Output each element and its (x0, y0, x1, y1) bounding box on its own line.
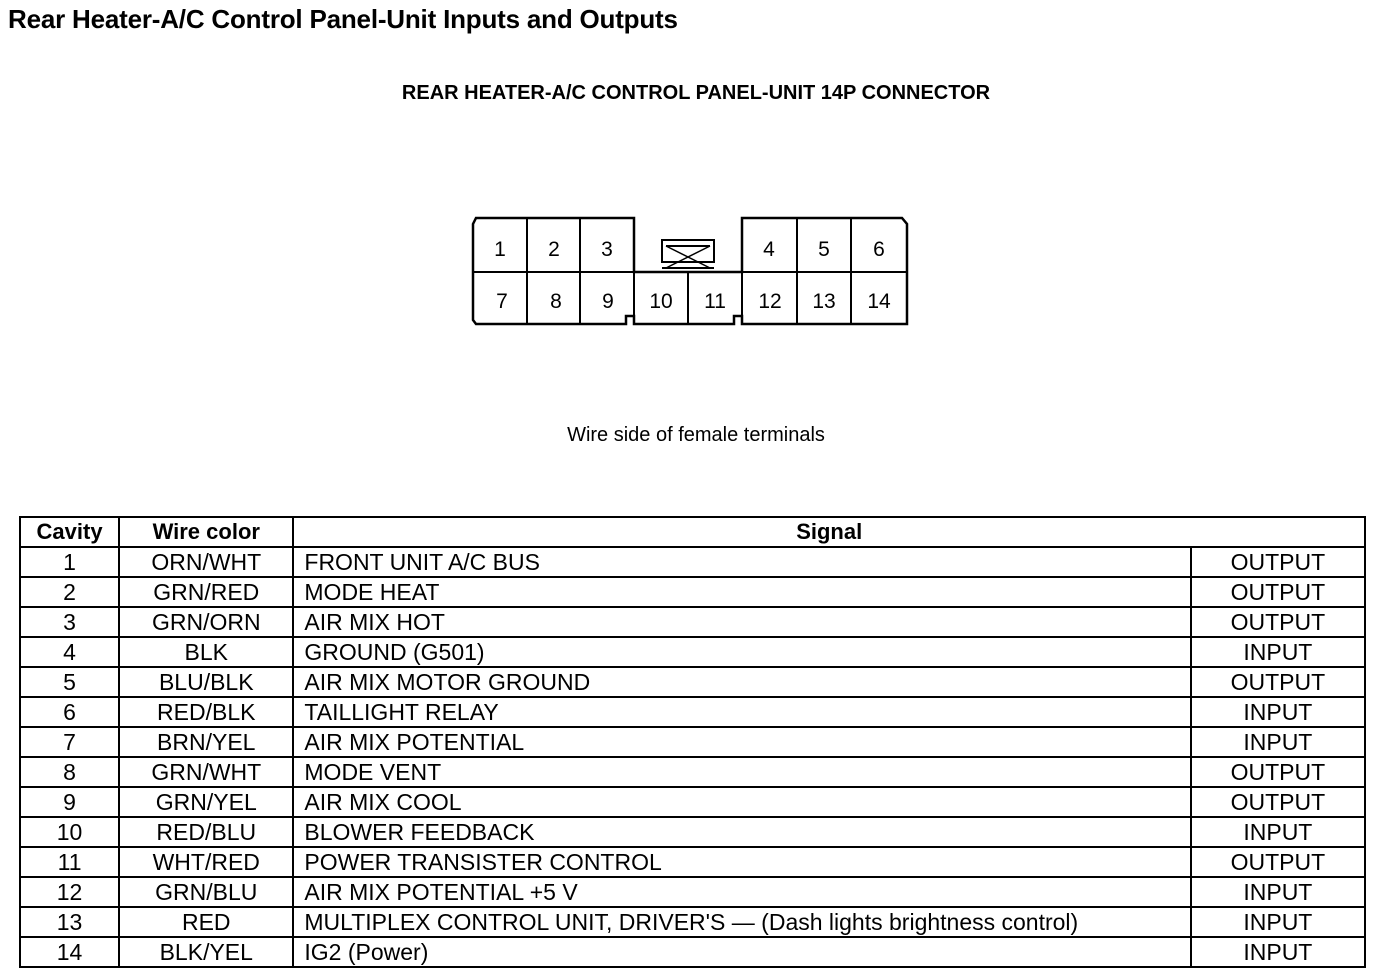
table-row (20, 847, 1365, 877)
direction-cell: OUTPUT (1191, 547, 1365, 577)
table-row (20, 757, 1365, 787)
cavity-cell: 10 (20, 817, 119, 847)
connector-title: REAR HEATER-A/C CONTROL PANEL-UNIT 14P CONNECTOR (401, 82, 991, 104)
direction-cell: INPUT (1191, 907, 1365, 937)
signal-cell: AIR MIX MOTOR GROUND (293, 667, 1190, 697)
direction-cell: OUTPUT (1191, 607, 1365, 637)
wire-color-cell: BLU/BLK (119, 667, 293, 697)
pin-12: 12 (758, 290, 782, 313)
wire-color-cell: RED/BLK (119, 697, 293, 727)
pin-1: 1 (494, 238, 506, 261)
pin-5: 5 (818, 238, 830, 261)
cavity-cell: 5 (20, 667, 119, 697)
table-header-row (20, 517, 1365, 547)
cavity-cell: 3 (20, 607, 119, 637)
table-row (20, 877, 1365, 907)
table-row (20, 937, 1365, 967)
signal-cell: POWER TRANSISTER CONTROL (293, 847, 1190, 877)
signal-cell: AIR MIX COOL (293, 787, 1190, 817)
table-row (20, 787, 1365, 817)
table-row (20, 667, 1365, 697)
pin-11: 11 (704, 290, 726, 313)
wire-color-cell: GRN/YEL (119, 787, 293, 817)
pin-10: 10 (649, 290, 673, 313)
pin-4: 4 (763, 238, 775, 261)
direction-cell: INPUT (1191, 817, 1365, 847)
direction-cell: INPUT (1191, 697, 1365, 727)
cavity-cell: 7 (20, 727, 119, 757)
header-wire-color: Wire color (119, 517, 293, 547)
io-table (19, 516, 1366, 968)
pin-3: 3 (601, 238, 613, 261)
wire-color-cell: BRN/YEL (119, 727, 293, 757)
wire-color-cell: RED/BLU (119, 817, 293, 847)
cavity-cell: 12 (20, 877, 119, 907)
wire-color-cell: GRN/WHT (119, 757, 293, 787)
lock-tab (662, 240, 714, 262)
wire-color-cell: GRN/BLU (119, 877, 293, 907)
table-row (20, 727, 1365, 757)
table-row (20, 817, 1365, 847)
signal-cell: BLOWER FEEDBACK (293, 817, 1190, 847)
cavity-cell: 14 (20, 937, 119, 967)
direction-cell: OUTPUT (1191, 667, 1365, 697)
wire-color-cell: GRN/ORN (119, 607, 293, 637)
cavity-cell: 11 (20, 847, 119, 877)
table-row (20, 637, 1365, 667)
direction-cell: INPUT (1191, 727, 1365, 757)
cavity-cell: 2 (20, 577, 119, 607)
direction-cell: OUTPUT (1191, 847, 1365, 877)
direction-cell: OUTPUT (1191, 787, 1365, 817)
direction-cell: OUTPUT (1191, 757, 1365, 787)
wire-color-cell: WHT/RED (119, 847, 293, 877)
connector-caption: Wire side of female terminals (567, 424, 825, 446)
signal-cell: TAILLIGHT RELAY (293, 697, 1190, 727)
header-cavity: Cavity (20, 517, 119, 547)
header-signal: Signal (293, 517, 1365, 547)
page-title: Rear Heater-A/C Control Panel-Unit Inputs and Outputs (8, 4, 678, 34)
wire-color-cell: ORN/WHT (119, 547, 293, 577)
signal-cell: AIR MIX HOT (293, 607, 1190, 637)
cavity-cell: 8 (20, 757, 119, 787)
cavity-cell: 6 (20, 697, 119, 727)
cavity-cell: 1 (20, 547, 119, 577)
cavity-cell: 4 (20, 637, 119, 667)
table-row (20, 607, 1365, 637)
connector-diagram (470, 212, 914, 330)
direction-cell: INPUT (1191, 877, 1365, 907)
table-row (20, 547, 1365, 577)
signal-cell: MODE HEAT (293, 577, 1190, 607)
pin-7: 7 (496, 290, 508, 313)
pin-14: 14 (867, 290, 891, 313)
table-row (20, 907, 1365, 937)
wire-color-cell: GRN/RED (119, 577, 293, 607)
wire-color-cell: BLK (119, 637, 293, 667)
direction-cell: INPUT (1191, 937, 1365, 967)
pin-2: 2 (548, 238, 560, 261)
signal-cell: AIR MIX POTENTIAL (293, 727, 1190, 757)
direction-cell: INPUT (1191, 637, 1365, 667)
signal-cell: MODE VENT (293, 757, 1190, 787)
pin-13: 13 (812, 290, 836, 313)
signal-cell: GROUND (G501) (293, 637, 1190, 667)
pin-6: 6 (873, 238, 885, 261)
pin-8: 8 (550, 290, 562, 313)
table-row (20, 577, 1365, 607)
cavity-cell: 13 (20, 907, 119, 937)
cavity-cell: 9 (20, 787, 119, 817)
signal-cell: FRONT UNIT A/C BUS (293, 547, 1190, 577)
signal-cell: IG2 (Power) (293, 937, 1190, 967)
signal-cell: MULTIPLEX CONTROL UNIT, DRIVER'S — (Dash lights brightness control) (293, 907, 1190, 937)
wire-color-cell: BLK/YEL (119, 937, 293, 967)
wire-color-cell: RED (119, 907, 293, 937)
table-row (20, 697, 1365, 727)
pin-9: 9 (602, 290, 614, 313)
direction-cell: OUTPUT (1191, 577, 1365, 607)
signal-cell: AIR MIX POTENTIAL +5 V (293, 877, 1190, 907)
